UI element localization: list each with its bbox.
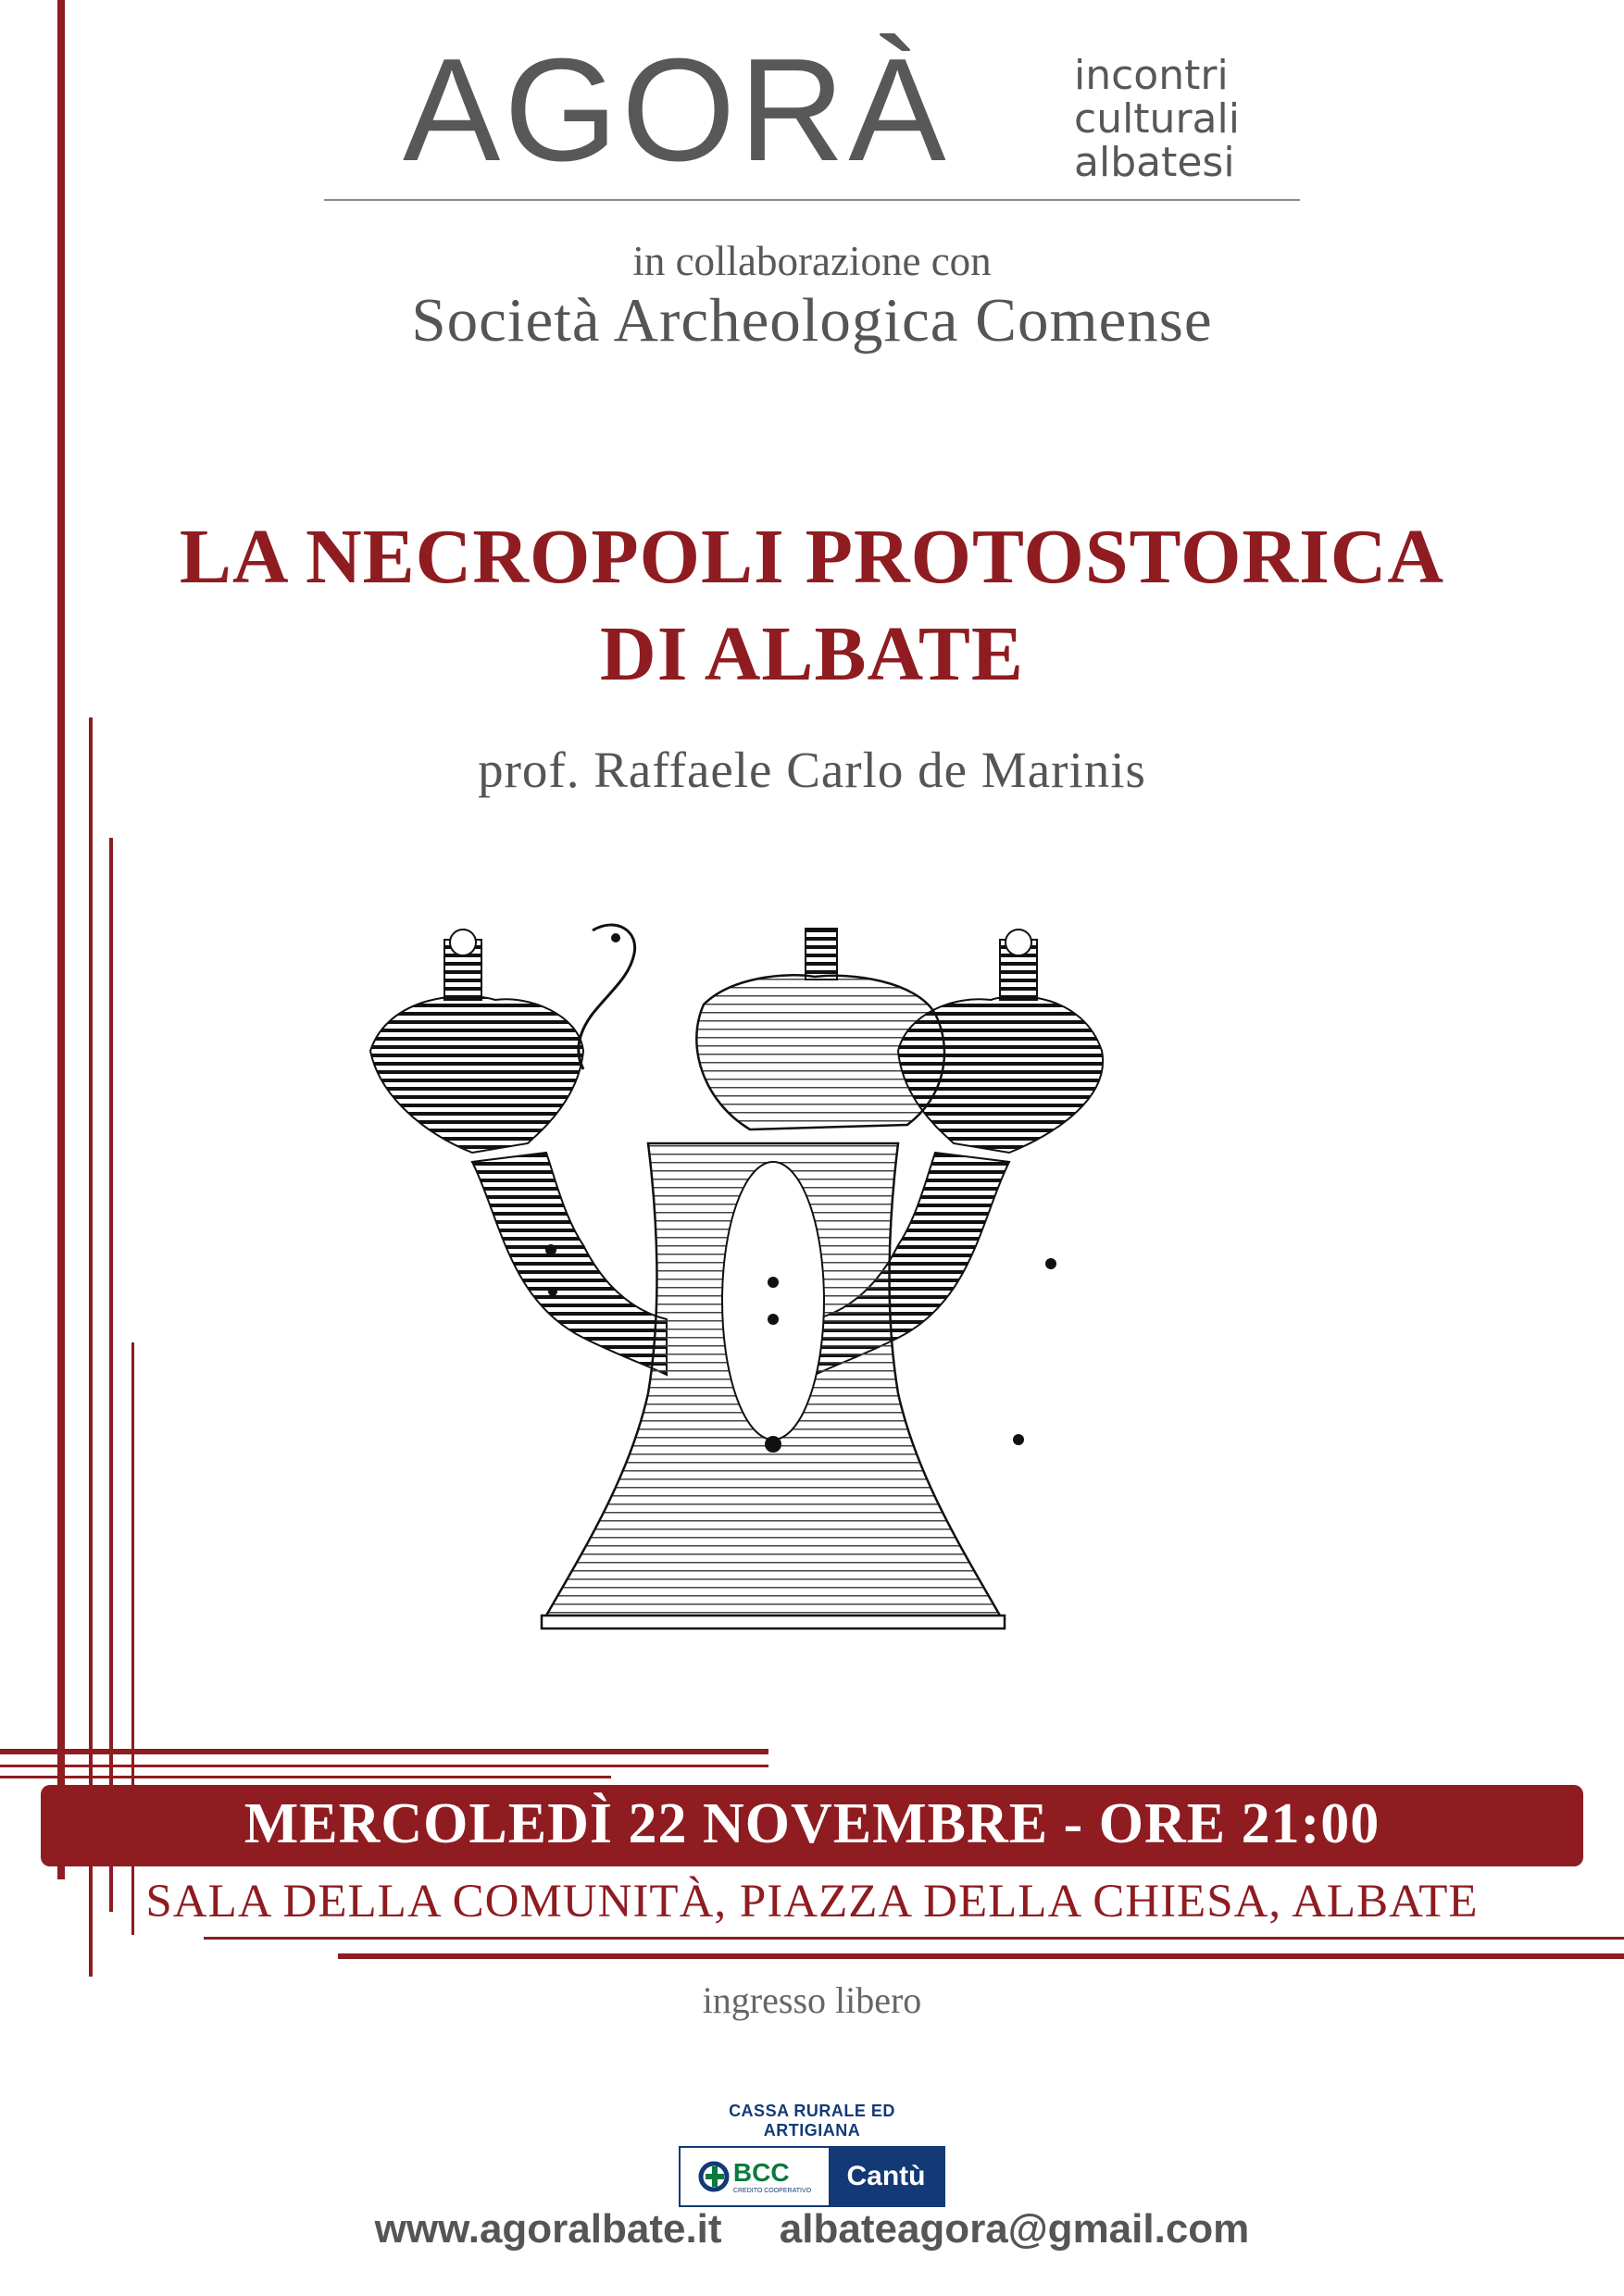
partner-name: Società Archeologica Comense	[411, 286, 1213, 355]
sponsor-branch: Cantù	[829, 2148, 943, 2205]
event-title-line-1: LA NECROPOLI PROTOSTORICA	[179, 514, 1445, 600]
decor-horizontal-line	[0, 1765, 768, 1767]
vessel-body	[370, 925, 1103, 1628]
sponsor-name: CASSA RURALE ED ARTIGIANA	[729, 2102, 895, 2140]
decor-horizontal-line	[338, 1953, 1624, 1959]
collaboration-text: in collaborazione con	[632, 238, 992, 284]
brand-title: AGORÀ	[403, 29, 950, 192]
event-venue: SALA DELLA COMUNITÀ, PIAZZA DELLA CHIESA, ALBATE	[145, 1876, 1479, 1928]
tagline-line: culturali	[1074, 95, 1240, 143]
event-title-line-2: DI ALBATE	[600, 611, 1024, 697]
tagline-line: albatesi	[1074, 139, 1235, 186]
sponsor-logo-box	[679, 2146, 945, 2207]
admission-note: ingresso libero	[702, 1979, 922, 2021]
speaker-name: prof. Raffaele Carlo de Marinis	[478, 742, 1146, 798]
brand-tagline	[1074, 54, 1240, 184]
decor-horizontal-line	[0, 1776, 611, 1778]
tagline-line: incontri	[1074, 52, 1229, 99]
bcc-logo	[681, 2148, 829, 2205]
event-datetime: MERCOLEDÌ 22 NOVEMBRE - ORE 21:00	[244, 1792, 1380, 1855]
decor-horizontal-line	[0, 1749, 768, 1754]
decor-horizontal-line	[204, 1937, 1624, 1940]
header-divider	[324, 199, 1300, 201]
bcc-emblem-icon	[698, 2161, 730, 2192]
sponsor-logo	[679, 2102, 945, 2207]
email-link[interactable]: albateagora@gmail.com	[779, 2206, 1250, 2252]
bcc-subtitle: CREDITO COOPERATIVO	[732, 2187, 812, 2194]
website-link[interactable]: www.agoralbate.it	[374, 2206, 722, 2252]
bcc-wordmark: BCC	[732, 2157, 790, 2187]
vessel-illustration	[352, 912, 1333, 1671]
footer-contacts	[0, 2206, 1624, 2252]
